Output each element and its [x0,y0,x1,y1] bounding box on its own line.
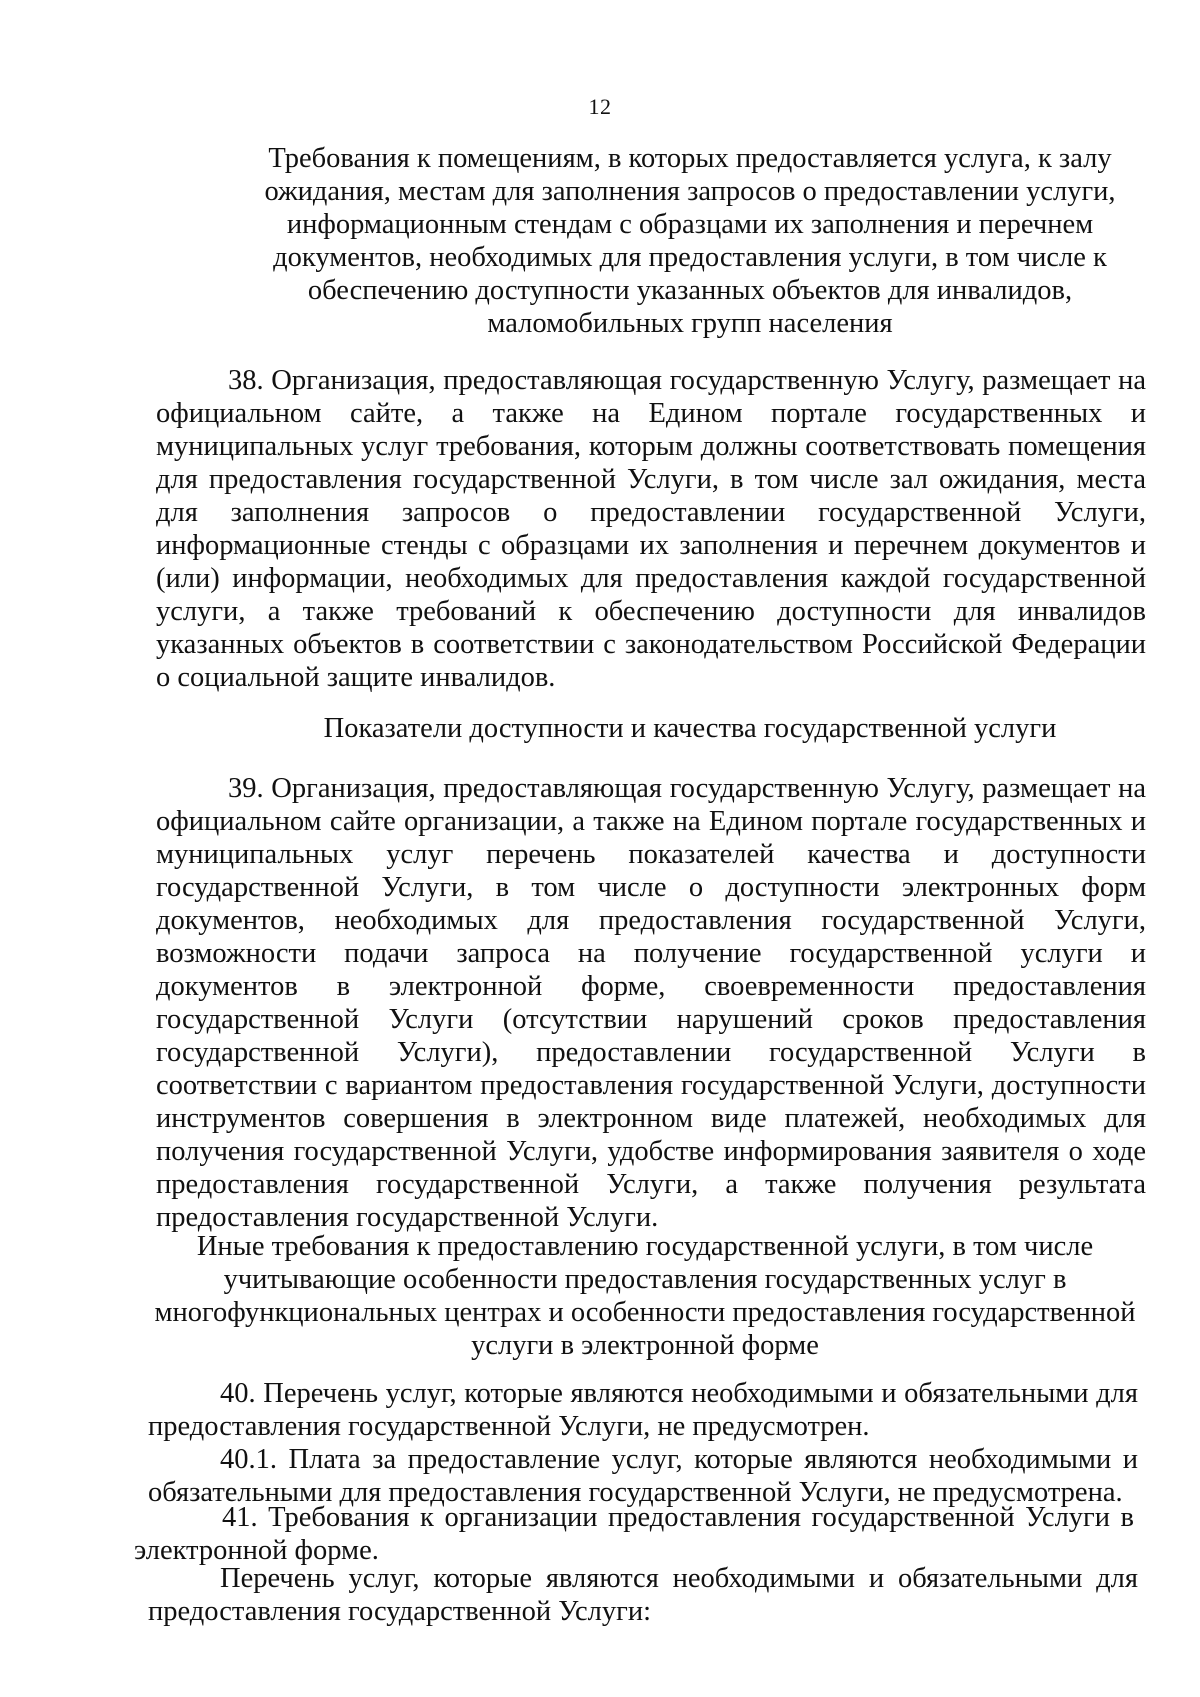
paragraph-list-intro: Перечень услуг, которые являются необходимыми и обязательными для предоставления государственной Услуги: [148,1563,1138,1627]
section-heading-indicators: Показатели доступности и качества государственной услуги [323,713,1057,744]
paragraph-41: 41. Требования к организации предоставления государственной Услуги в электронной форме. [134,1502,1134,1566]
section-heading-premises: Требования к помещениям, в которых предоставляется услуга, к залу ожидания, местам для заполнения запросов о предоставлении услуги, информационным стендам с образцами их заполнения и перечнем документов, необходимых для предоставления услуги, в том числе к обеспечению доступности указанных объектов для инвалидов, маломобильных групп населения [264,143,1116,339]
paragraph-40: 40. Перечень услуг, которые являются необходимыми и обязательными для предоставления государственной Услуги, не предусмотрен. [148,1378,1138,1442]
section-heading-other-requirements: Иные требования к предоставлению государственной услуги, в том числе учитывающие особенности предоставления государственных услуг в многофункциональных центрах и особенности предоставления государственной услуги в электронной форме [154,1231,1136,1361]
paragraph-39: 39. Организация, предоставляющая государственную Услугу, размещает на официальном сайте организации, а также на Едином портале государственных и муниципальных услуг перечень показателей качества и доступности государственной Услуги, в том числе о доступности электронных форм документов, необходимых для предоставления государственной Услуги, возможности подачи запроса на получение государственной услуги и документов в электронной форме, своевременности предоставления государственной Услуги (отсутствии нарушений сроков предоставления государственной Услуги), предоставлении государственной Услуги в соответствии с вариантом предоставления государственной Услуги, доступности инструментов совершения в электронном виде платежей, необходимых для получения государственной Услуги, удобстве информирования заявителя о ходе предоставления государственной Услуги, а также получения результата предоставления государственной Услуги. [156,773,1146,1233]
paragraph-40-1: 40.1. Плата за предоставление услуг, которые являются необходимыми и обязательными для предоставления государственной Услуги, не предусмотрена. [148,1444,1138,1508]
paragraph-38: 38. Организация, предоставляющая государственную Услугу, размещает на официальном сайте, а также на Едином портале государственных и муниципальных услуг требования, которым должны соответствовать помещения для предоставления государственной Услуги, в том числе зал ожидания, места для заполнения запросов о предоставлении государственной Услуги, информационные стенды с образцами их заполнения и перечнем документов и (или) информации, необходимых для предоставления каждой государственной услуги, а также требований к обеспечению доступности для инвалидов указанных объектов в соответствии с законодательством Российской Федерации о социальной защите инвалидов. [156,365,1146,693]
page-number: 12 [588,94,612,119]
